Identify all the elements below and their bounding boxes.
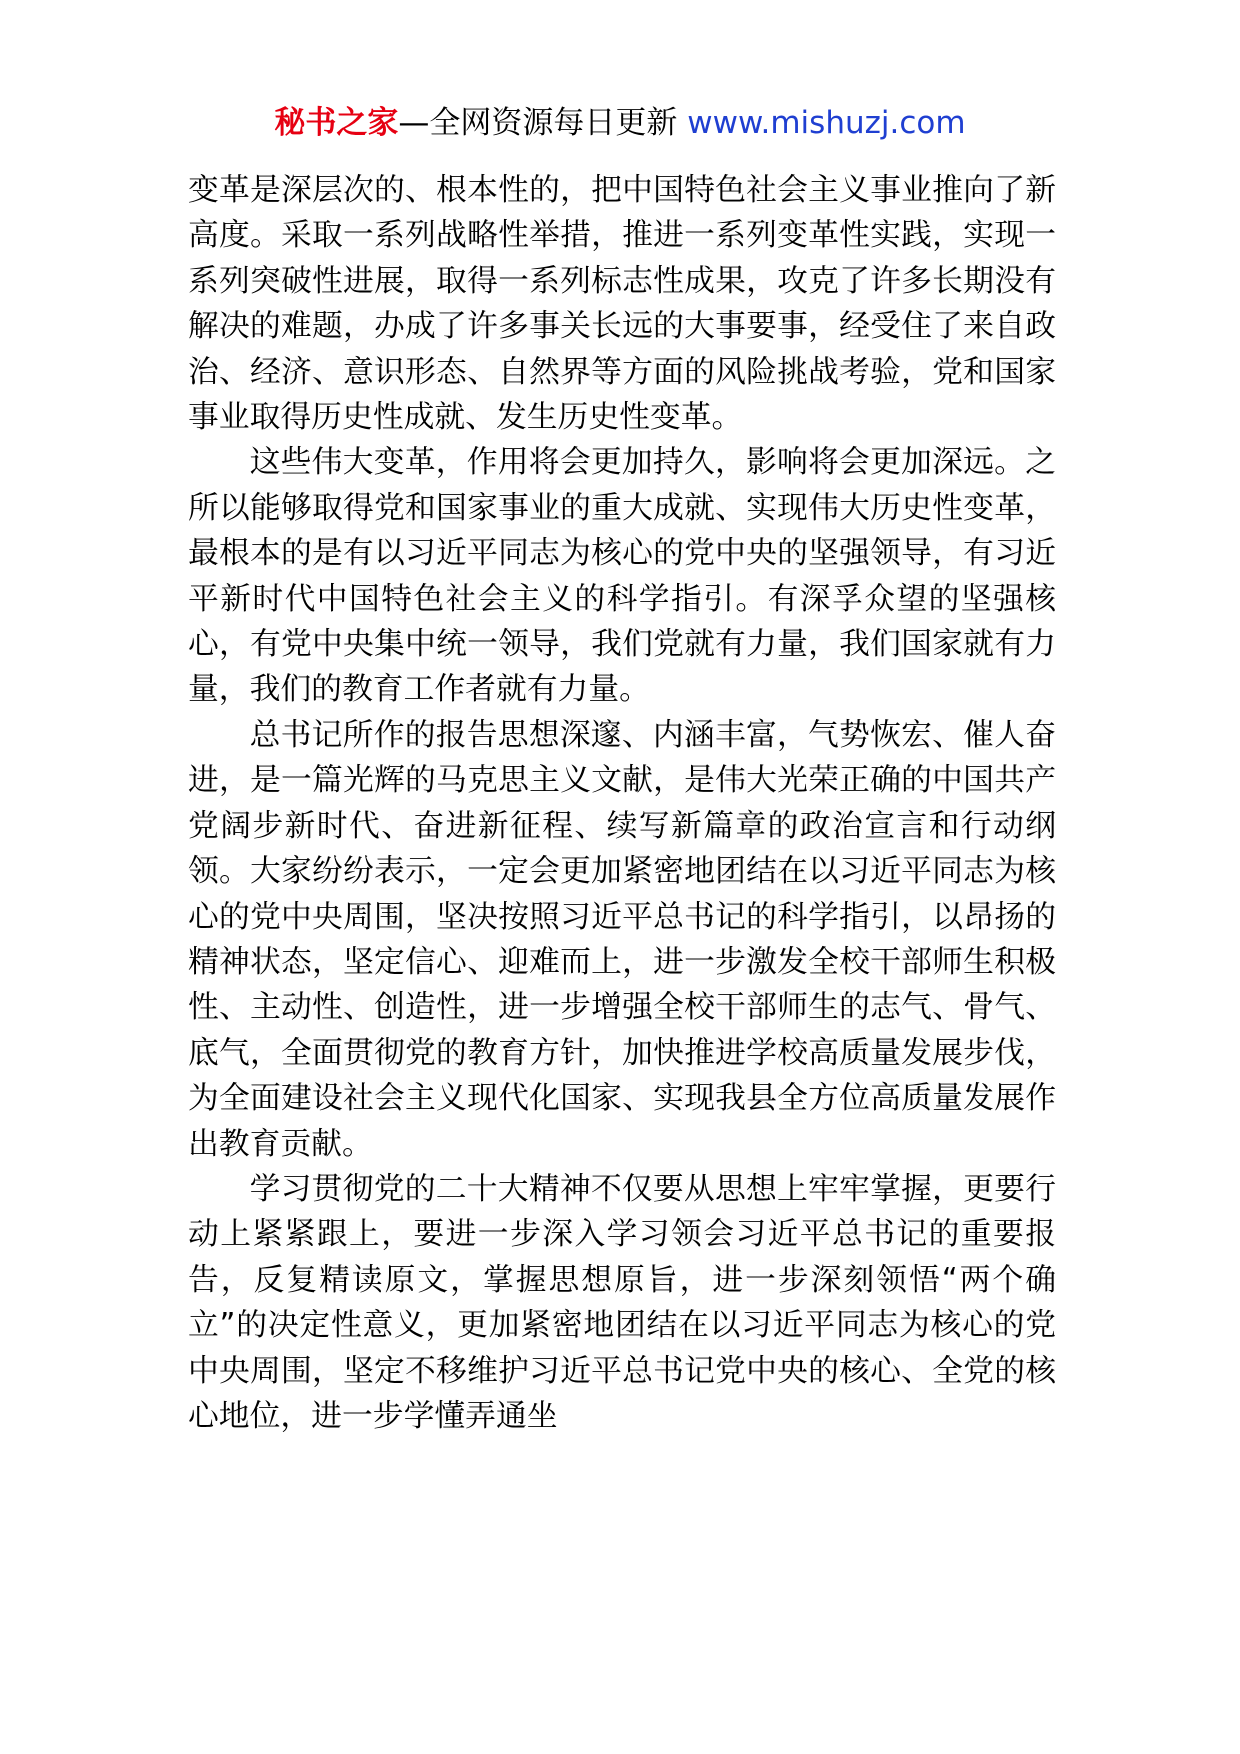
site-tagline: —全网资源每日更新 (398, 105, 688, 141)
site-url-link[interactable]: www.mishuzj.com (687, 105, 966, 141)
paragraph-3: 总书记所作的报告思想深邃、内涵丰富，气势恢宏、催人奋进，是一篇光辉的马克思主义文献，是伟大光荣正确的中国共产党阔步新时代、奋进新征程、续写新篇章的政治宣言和行动纲领。大家纷纷表示，一定会更加紧密地团结在以习近平同志为核心的党中央周围，坚决按照习近平总书记的科学指引，以昂扬的精神状态，坚定信心、迎难而上，进一步激发全校干部师生积极性、主动性、创造性，进一步增强全校干部师生的志气、骨气、底气，全面贯彻党的教育方针，加快推进学校高质量发展步伐，为全面建设社会主义现代化国家、实现我县全方位高质量发展作出教育贡献。 (188, 716, 1056, 1162)
paragraph-1: 变革是深层次的、根本性的，把中国特色社会主义事业推向了新高度。采取一系列战略性举措，推进一系列变革性实践，实现一系列突破性进展，取得一系列标志性成果，攻克了许多长期没有解决的难题，办成了许多事关长远的大事要事，经受住了来自政治、经济、意识形态、自然界等方面的风险挑战考验，党和国家事业取得历史性成就、发生历史性变革。 (188, 172, 1056, 436)
site-header (0, 100, 1240, 146)
site-brand: 秘书之家 (274, 105, 399, 141)
paragraph-4: 学习贯彻党的二十大精神不仅要从思想上牢牢掌握，更要行动上紧紧跟上，要进一步深入学习领会习近平总书记的重要报告，反复精读原文，掌握思想原旨，进一步深刻领悟“两个确立”的决定性意义，更加紧密地团结在以习近平同志为核心的党中央周围，坚定不移维护习近平总书记党中央的核心、全党的核心地位，进一步学懂弄通坐 (188, 1170, 1056, 1434)
document-body (188, 168, 1056, 1439)
paragraph-2: 这些伟大变革，作用将会更加持久，影响将会更加深远。之所以能够取得党和国家事业的重大成就、实现伟大历史性变革，最根本的是有以习近平同志为核心的党中央的坚强领导，有习近平新时代中国特色社会主义的科学指引。有深孚众望的坚强核心，有党中央集中统一领导，我们党就有力量，我们国家就有力量，我们的教育工作者就有力量。 (188, 444, 1056, 708)
